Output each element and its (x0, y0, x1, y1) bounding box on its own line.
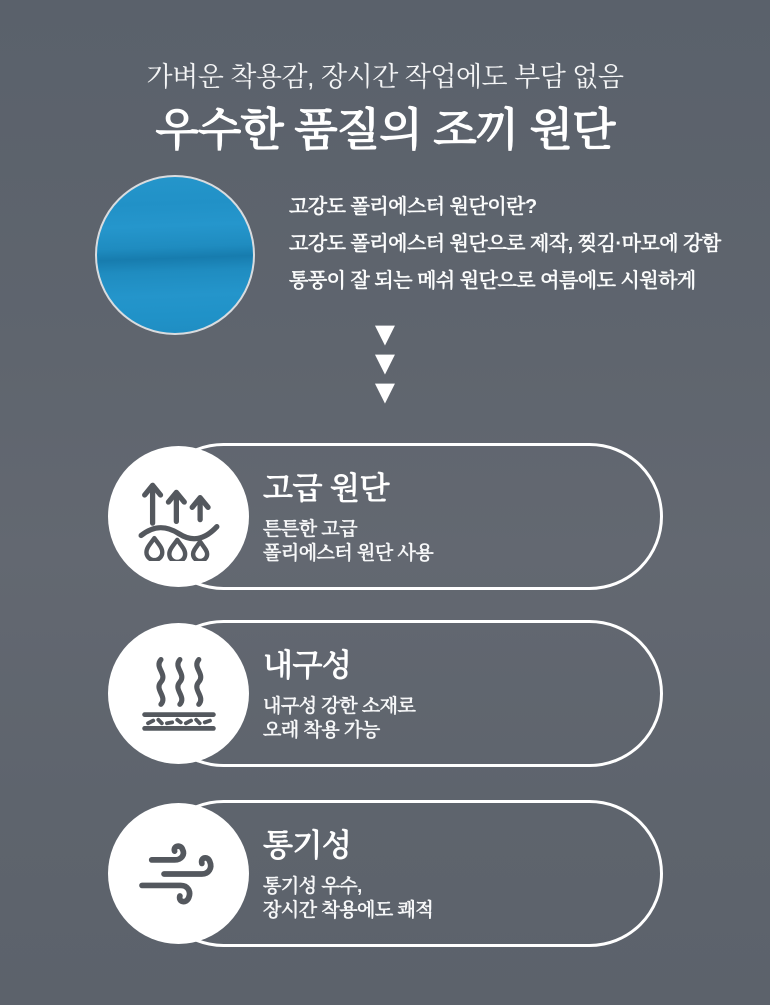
feature-text (263, 463, 433, 566)
feature-title: 내구성 (263, 648, 352, 683)
fabric-description-line: 고강도 폴리에스터 원단으로 제작, 찢김·마모에 강함 (289, 233, 721, 255)
moisture-wicking-fabric-icon (135, 473, 223, 561)
feature-icon-badge (108, 803, 249, 944)
fabric-description (289, 197, 721, 308)
down-arrow-icon: ▼ (368, 315, 402, 353)
fabric-description-line: 통풍이 잘 되는 메쉬 원단으로 여름에도 시원하게 (289, 270, 696, 292)
feature-line: 폴리에스터 원단 사용 (263, 543, 434, 564)
heat-durable-fabric-icon (136, 651, 222, 737)
fabric-description-line: 고강도 폴리에스터 원단이란? (289, 196, 537, 218)
down-arrow-icon: ▼ (368, 373, 402, 411)
feature-durability (108, 620, 663, 767)
feature-line: 통기성 우수, (263, 876, 362, 897)
feature-line: 튼튼한 고급 (263, 519, 358, 540)
feature-title: 통기성 (263, 828, 352, 863)
wind-breathability-icon (135, 830, 223, 918)
feature-title: 고급 원단 (263, 471, 389, 506)
feature-breathability (108, 800, 663, 947)
feature-icon-badge (108, 446, 249, 587)
feature-icon-badge (108, 623, 249, 764)
feature-premium-fabric (108, 443, 663, 590)
down-arrows-group (0, 315, 770, 411)
page-title: 우수한 품질의 조끼 원단 (155, 104, 615, 155)
down-arrow-icon: ▼ (368, 344, 402, 382)
feature-text (263, 640, 415, 743)
fabric-swatch-image (95, 175, 255, 335)
feature-text (263, 820, 433, 923)
feature-line: 장시간 착용에도 쾌적 (263, 900, 434, 921)
header-subtitle: 가벼운 착용감, 장시간 작업에도 부담 없음 (146, 62, 624, 92)
feature-line: 내구성 강한 소재로 (263, 696, 416, 717)
feature-line: 오래 착용 가능 (263, 720, 380, 741)
